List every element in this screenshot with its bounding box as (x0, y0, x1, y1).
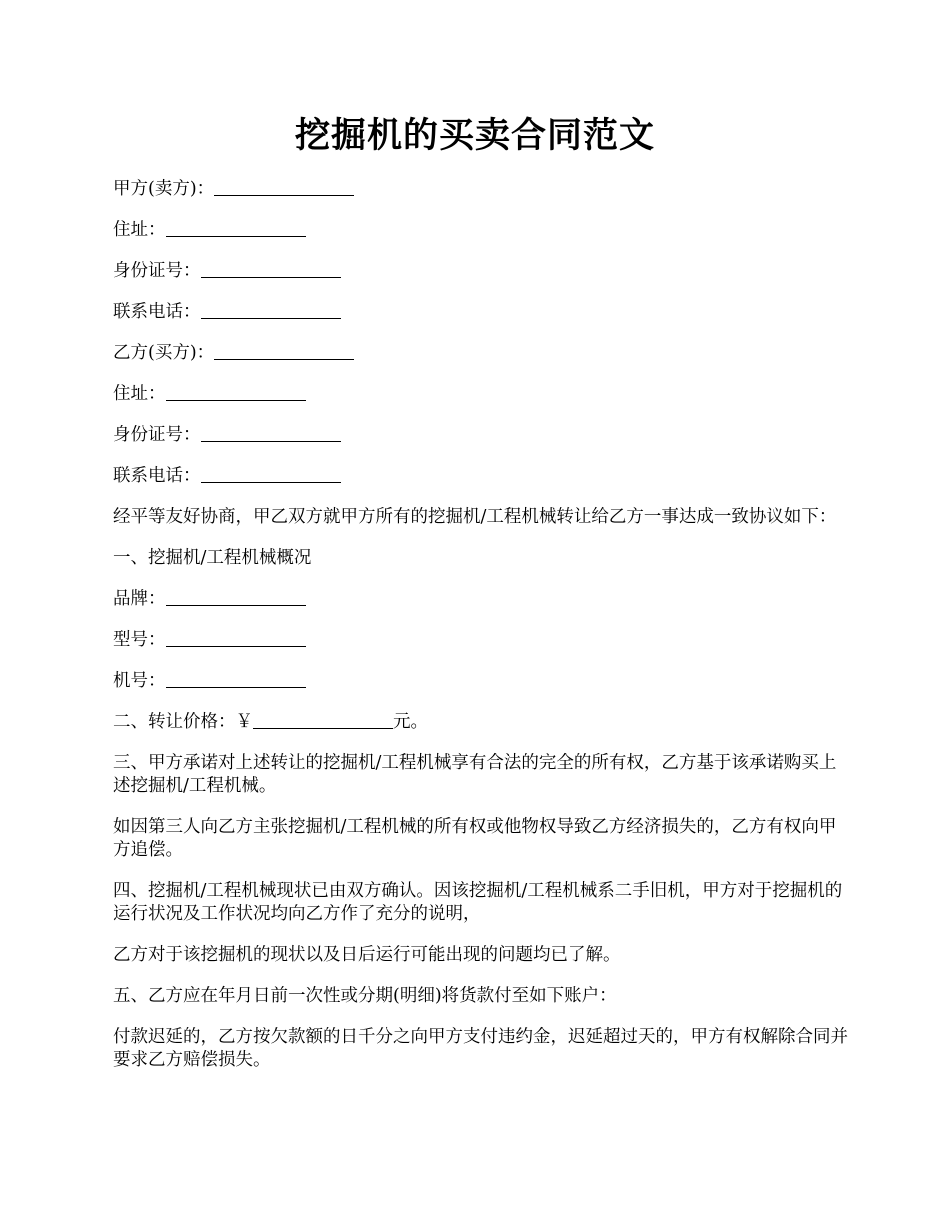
seller-id-field (113, 260, 848, 283)
seller-label: 甲方(卖方)： (113, 179, 215, 199)
section5-paragraph: 五、乙方应在年月日前一次性或分期(明细)将货款付至如下账户： (113, 986, 617, 1006)
buyer-aware-paragraph: 乙方对于该挖掘机的现状以及日后运行可能出现的问题均已了解。 (113, 945, 621, 965)
buyer-phone-blank (201, 465, 341, 483)
buyer-id-field (113, 424, 848, 447)
serial-blank (166, 670, 306, 688)
seller-phone-field (113, 301, 848, 324)
brand-label: 品牌： (113, 589, 166, 609)
buyer-address-field (113, 383, 848, 406)
buyer-address-blank (166, 383, 306, 401)
seller-id-label: 身份证号： (113, 261, 201, 281)
brand-blank (166, 588, 306, 606)
seller-address-field (113, 219, 848, 242)
price-prefix: 二、转让价格：￥ (113, 712, 253, 732)
brand-field (113, 588, 848, 611)
buyer-blank (214, 342, 354, 360)
serial-label: 机号： (113, 671, 166, 691)
seller-blank (214, 178, 354, 196)
price-blank (253, 711, 393, 729)
buyer-field (113, 342, 848, 365)
buyer-label: 乙方(买方)： (113, 343, 215, 363)
seller-id-blank (201, 260, 341, 278)
seller-address-blank (166, 219, 306, 237)
buyer-id-blank (201, 424, 341, 442)
model-field (113, 629, 848, 652)
buyer-phone-label: 联系电话： (113, 466, 201, 486)
late-payment-paragraph: 付款迟延的，乙方按欠款额的日千分之向甲方支付违约金，迟延超过天的，甲方有权解除合同并要求乙方赔偿损失。 (113, 1027, 848, 1070)
section4-paragraph: 四、挖掘机/工程机械现状已由双方确认。因该挖掘机/工程机械系二手旧机，甲方对于挖掘机的运行状况及工作状况均向乙方作了充分的说明， (113, 881, 843, 924)
seller-phone-blank (201, 301, 341, 319)
seller-field (113, 178, 848, 201)
section1-heading: 一、挖掘机/工程机械概况 (113, 548, 312, 568)
model-blank (166, 629, 306, 647)
document-title: 挖掘机的买卖合同范文 (294, 115, 655, 156)
buyer-id-label: 身份证号： (113, 425, 201, 445)
seller-phone-label: 联系电话： (113, 302, 201, 322)
section3-paragraph: 三、甲方承诺对上述转让的挖掘机/工程机械享有合法的完全的所有权，乙方基于该承诺购买上述挖掘机/工程机械。 (113, 753, 837, 796)
serial-field (113, 670, 848, 693)
buyer-address-label: 住址： (113, 384, 166, 404)
buyer-phone-field (113, 465, 848, 488)
model-label: 型号： (113, 630, 166, 650)
price-field (113, 711, 848, 734)
document-body (113, 178, 848, 1090)
seller-address-label: 住址： (113, 220, 166, 240)
intro-paragraph: 经平等友好协商，甲乙双方就甲方所有的挖掘机/工程机械转让给乙方一事达成一致协议如下： (113, 507, 837, 527)
price-suffix: 元。 (393, 712, 428, 732)
third-party-paragraph: 如因第三人向乙方主张挖掘机/工程机械的所有权或他物权导致乙方经济损失的，乙方有权向甲方追偿。 (113, 817, 837, 860)
